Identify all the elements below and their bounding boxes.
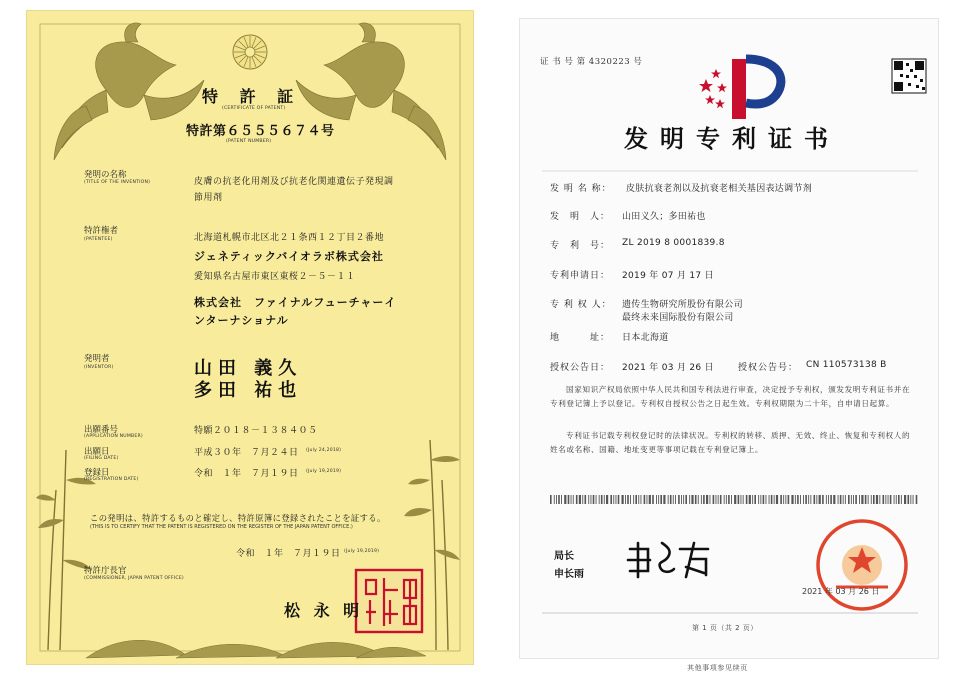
filing-date-value: 2019 年 07 月 17 日 (622, 271, 714, 281)
commissioner-name: 松 永 明 (284, 601, 364, 620)
japanese-patent-certificate (26, 10, 474, 665)
patent-holder-value-1: 遗传生物研究所股份有限公司 (622, 300, 743, 310)
director-role: 局长 (554, 551, 574, 562)
invention-title-line2: 節用剤 (194, 193, 223, 203)
certification-statement-en: (THIS IS TO CERTIFY THAT THE PATENT IS REGISTERED ON THE REGISTER OF THE JAPAN PATENT OFFICE.) (90, 524, 353, 530)
inventor-1: 山田 義久 (194, 358, 303, 379)
filing-date-label-en: (FILING DATE) (84, 456, 119, 461)
registration-date-label: 登録日 (84, 468, 110, 478)
invention-value: 皮肤抗衰老剂以及抗衰老相关基因表达调节剂 (626, 184, 813, 194)
commissioner-label: 特許庁長官 (84, 566, 127, 576)
patent-number-en: (PATENT NUMBER) (226, 139, 272, 144)
invention-title-line1: 皮膚の抗老化用剤及び抗老化関連遺伝子発現調 (194, 177, 394, 187)
address-value: 日本北海道 (622, 333, 669, 343)
grant-date-label: 授权公告日： (550, 363, 611, 373)
continued-page-note: 其他事项参见续页 (687, 664, 748, 672)
director-name: 申长雨 (554, 569, 584, 580)
patent-number-label: 专 利 号： (550, 241, 611, 251)
patentee2-address: 愛知県名古屋市東区東桜２－５－１１ (194, 272, 356, 282)
registration-date-value: 令和 １年 ７月１９日 (194, 469, 299, 479)
director-signature-icon (628, 543, 708, 577)
patentee1-address: 北海道札幌市北区北２１条西１２丁目２番地 (194, 233, 385, 243)
patentee-label: 特許権者 (84, 226, 119, 236)
grant-date-value: 2021 年 03 月 26 日 (622, 363, 714, 373)
qr-code-icon (892, 59, 926, 93)
certificate-number: 证 书 号 第 4320223 号 (540, 57, 643, 67)
cnipa-logo-icon (699, 59, 781, 119)
certificate-title-en: (CERTIFICATE OF PATENT) (222, 106, 286, 111)
patent-holder-value-2: 最终未来国际股份有限公司 (622, 313, 734, 323)
right-phoenix-icon (296, 23, 446, 160)
barcode-bars (550, 495, 917, 504)
application-number-label-en: (APPLICATION NUMBER) (84, 434, 143, 439)
grant-paragraph-2: 专利证书记载专利权登记时的法律状况。专利权的转移、质押、无效、终止、恢复和专利权人的姓名或名称、国籍、地址变更等事项记载在专利登记簿上。 (550, 431, 911, 454)
inventor-2: 多田 祐也 (194, 380, 303, 401)
inventor-value: 山田义久；多田祐也 (622, 212, 706, 222)
patentee2-name-line1: 株式会社 ファイナルフューチャーイ (194, 296, 397, 309)
seal-date: 2021 年 03 月 26 日 (802, 587, 880, 596)
issue-date: 令和 １年 ７月１９日 (236, 549, 341, 559)
invention-label: 发 明 名 称： (550, 184, 612, 194)
certificate-title: 发明专利证书 (624, 125, 840, 153)
grant-number-label: 授权公告号： (738, 363, 799, 373)
grant-paragraph-1: 国家知识产权局依照中华人民共和国专利法进行审查，决定授予专利权，颁发发明专利证书并在专利登记簿上予以登记。专利权自授权公告之日起生效。专利权期限为二十年，自申请日起算。 (550, 385, 911, 408)
filing-date-label: 专利申请日： (550, 271, 611, 281)
address-label: 地 址： (550, 333, 611, 343)
filing-date-value-en: (July 24,2018) (306, 448, 342, 453)
patentee-label-en: (PATENTEE) (84, 237, 113, 242)
bamboo-left-decoration-icon (48, 450, 66, 650)
left-phoenix-icon (54, 23, 204, 160)
japan-patent-office-seal-icon (356, 570, 422, 632)
application-number-label: 出願番号 (84, 425, 119, 435)
inventor-label: 发 明 人： (550, 212, 611, 222)
invention-label: 発明の名称 (84, 170, 127, 180)
certificate-title: 特 許 証 (202, 87, 302, 106)
registration-date-value-en: (July 19,2019) (306, 469, 342, 474)
issue-date-en: (July 19,2019) (344, 549, 380, 554)
certification-statement: この発明は、特許するものと確定し、特許原簿に登録されたことを証する。 (90, 513, 386, 523)
patentee1-name: ジェネティックバイオラボ株式会社 (194, 250, 384, 263)
registration-date-label-en: (REGISTRATION DATE) (84, 477, 139, 482)
patent-number-value: ZL 2019 8 0001839.8 (622, 238, 725, 248)
grant-number-value: CN 110573138 B (806, 360, 887, 370)
bottom-floral-decoration-icon (86, 640, 426, 658)
chrysanthemum-crest-icon (233, 35, 267, 69)
filing-date-label: 出願日 (84, 447, 110, 457)
inventor-label-en: (INVENTOR) (84, 365, 114, 370)
patent-number: 特許第６５５５６７４号 (186, 124, 335, 139)
invention-label-en: (TITLE OF THE INVENTION) (84, 180, 151, 185)
patent-holder-label: 专 利 权 人： (550, 300, 612, 310)
page-footer: 第 1 页（共 2 页） (692, 624, 758, 632)
bamboo-right-decoration-icon (430, 440, 448, 650)
patentee2-name-line2: ンターナショナル (194, 314, 289, 327)
chinese-patent-certificate (519, 18, 939, 659)
filing-date-value: 平成３０年 ７月２４日 (194, 448, 299, 458)
commissioner-label-en: (COMMISSIONER, JAPAN PATENT OFFICE) (84, 576, 184, 581)
application-number-value: 特願２０１８－１３８４０５ (194, 426, 318, 436)
inventor-label: 発明者 (84, 354, 110, 364)
